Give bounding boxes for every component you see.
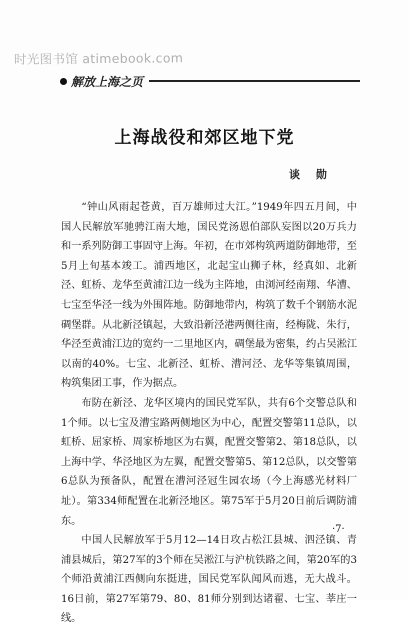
- article-author: 谈 勋: [289, 168, 333, 181]
- paragraph-1: “钟山风雨起苍黄，百万雄师过大江。”1949年四五月间，中国人民解放军驰骋江南大地，国民党汤恩伯部队妄图以20万兵力和一系列防御工事固守上海。年初，在市郊构筑两道防御地带，至5月上旬基本竣工。浦西地区，北起宝山狮子林，经真如、北新泾、虹桥、龙华至黄浦江边一线为主阵地，由浏河经南翔、华漕、七宝至华泾一线为外围阵地。防御地带内，构筑了数千个钢筋水泥碉堡群。从北新泾镇起，大致沿新泾港两侧往南，经梅陇、朱行，华泾至黄浦江边的宽约一二里地区内，碉堡最为密集，约占吴淞江以南的40%。七宝、北新泾、虹桥、漕河泾、龙华等集镇周围，构筑集团工事，作为据点。: [61, 202, 357, 390]
- running-title: 解放上海之页: [71, 74, 144, 89]
- watermark: 时光图书馆 atimebook.com: [13, 50, 184, 67]
- article-body: [61, 198, 357, 629]
- bullet-dot-icon: [60, 78, 67, 85]
- paragraph-3: 中国人民解放军于5月12—14日攻占松江县城、泗泾镇、青浦县城后，第27军的3个师在吴淞江与沪杭铁路之间，第20军的3个师沿黄浦江西侧向东挺进，国民党军队闻风而逃，无大战斗。16日前，第27军第79、80、81师分别到达诸翟、七宝、莘庄一线。: [61, 535, 357, 625]
- header-rule: [149, 80, 360, 82]
- paragraph-2: 布防在新泾、龙华区境内的国民党军队，共有6个交警总队和1个师。以七宝及漕宝路两侧地区为中心，配置交警第11总队，以虹桥、屈家桥、周家桥地区为右翼，配置交警第2、第18总队，以上海中学、华泾地区为左翼，配置交警第5、第12总队，以交警第6总队为预备队，配置在漕河泾冠生园农场（今上海感光材料厂址）。第334师配置在北新泾地区。第75军于5月20日前后调防浦东。: [61, 397, 357, 527]
- page-number: ·7·: [332, 524, 345, 535]
- article-title: 上海战役和郊区地下党: [114, 128, 295, 148]
- running-header: [60, 73, 360, 89]
